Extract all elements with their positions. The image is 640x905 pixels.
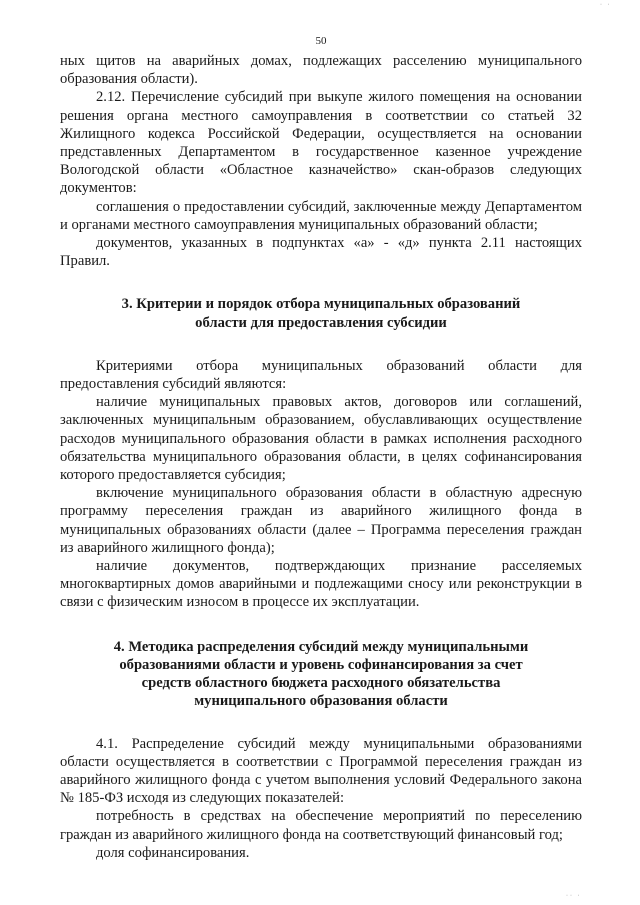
section-4-heading-line4: муниципального образования области	[194, 693, 448, 710]
paragraph-2-12: 2.12. Перечисление субсидий при выкупе жилого помещения на основании решения органа местного самоуправления в соответствии со статьей 32 Жилищного кодекса Российской Федерации, осуществляется на основании представленных Департаментом в государственное казенное учреждение Вологодской области «Областное казначейство» скан-образов следующих документов:	[60, 89, 582, 197]
section-3-heading-line2: области для предоставления субсидии	[195, 314, 447, 331]
paragraph-criteria-2: включение муниципального образования области в областную адресную программу переселения граждан из аварийного жилищного фонда в муниципальных образованиях области (далее – Программа переселения граждан из аварийного жилищного фонда);	[60, 485, 582, 556]
section-3-heading	[60, 295, 582, 331]
section-3-heading-line1: 3. Критерии и порядок отбора муниципальных образований	[121, 296, 521, 313]
paragraph-criteria-3: наличие документов, подтверждающих признание расселяемых многоквартирных домов аварийными и подлежащими сносу или реконструкции в связи с физическим износом в процессе их эксплуатации.	[60, 558, 582, 611]
section-4-heading-line3: средств областного бюджета расходного обязательства	[141, 675, 501, 692]
section-4-heading-line1: 4. Методика распределения субсидий между муниципальными	[113, 638, 529, 655]
paragraph-criteria-intro: Критериями отбора муниципальных образований области для предоставления субсидий являются:	[60, 357, 582, 393]
paragraph-share: доля софинансирования.	[96, 844, 250, 861]
paragraph-4-1: 4.1. Распределение субсидий между муниципальными образованиями области осуществляется в соответствии с Программой переселения граждан из аварийного жилищного фонда с учетом выполнения условий Федерального закона № 185-ФЗ исходя из следующих показателей:	[60, 735, 582, 807]
section-4-heading	[60, 638, 582, 711]
page-number: 50	[315, 35, 327, 47]
scan-mark-top-right: · ·	[600, 2, 612, 8]
document-page	[60, 34, 582, 862]
paragraph-agreements: соглашения о предоставлении субсидий, заключенные между Департаментом и органами местного самоуправления муниципальных образований области;	[60, 198, 582, 233]
paragraph-documents: документов, указанных в подпунктах «а» - «д» пункта 2.11 настоящих Правил.	[60, 235, 582, 270]
paragraph-criteria-1: наличие муниципальных правовых актов, договоров или соглашений, заключенных муниципальным образованием, обуславливающих осуществление расходов муниципального образования области в рамках исполнения расходного обязательства муниципального образования области, в целях софинансирования которого предоставляется субсидия;	[60, 394, 582, 484]
paragraph-need: потребность в средствах на обеспечение мероприятий по переселению граждан из аварийного жилищного фонда на соответствующий финансовый год;	[60, 808, 582, 843]
paragraph-continuation: ных щитов на аварийных домах, подлежащих расселению муниципального образования области).	[60, 53, 582, 88]
scan-mark-bottom-right: ·· ·	[566, 893, 582, 899]
section-4-heading-line2: образованиями области и уровень софинансирования за счет	[119, 656, 523, 673]
